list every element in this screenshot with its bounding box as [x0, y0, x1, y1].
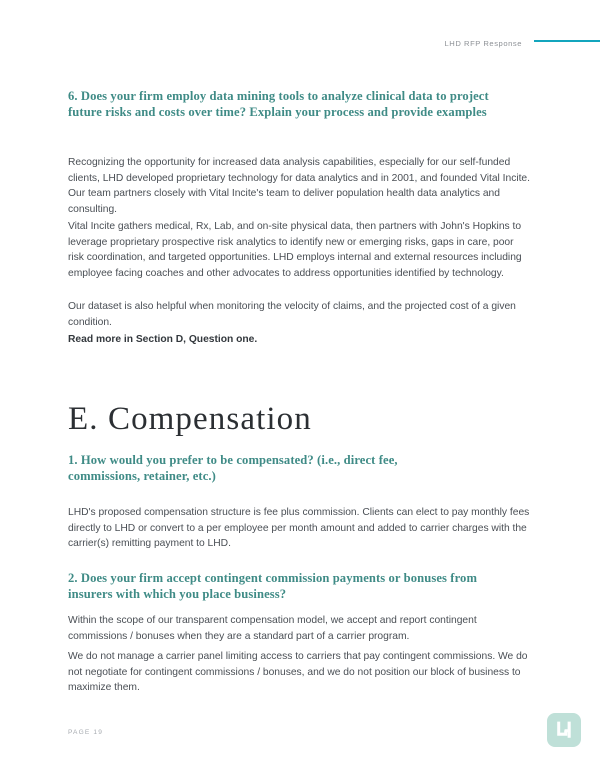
header-document-title: LHD RFP Response — [444, 39, 522, 48]
lhd-monogram-logo-icon — [546, 712, 582, 748]
page-number-label: PAGE 19 — [68, 729, 104, 736]
compensation-question-2-heading: 2. Does your firm accept contingent commission payments or bonuses from insurers with which you place business? — [68, 571, 478, 602]
question-6-paragraph-2: Vital Incite gathers medical, Rx, Lab, and on-site physical data, then partners with John's Hopkins to leverage proprietary prospective risk analytics to identify new or emerging risks, gaps in care, poor risk coordination, and targeted opportunities. LHD employs internal and external resources including employee facing coaches and other advocates to address opportunities identified by technology. — [68, 221, 522, 279]
question-6-heading: 6. Does your firm employ data mining tools to analyze clinical data to project future risks and costs over time? Explain your process and provide examples — [68, 89, 489, 120]
question-6-paragraph-3: Our dataset is also helpful when monitoring the velocity of claims, and the projected cost of a given condition. — [68, 301, 516, 328]
question-6-read-more-note: Read more in Section D, Question one. — [68, 334, 258, 345]
compensation-question-2-paragraph-1: Within the scope of our transparent compensation model, we accept and report contingent commissions / bonuses when they are a standard part of a carrier program. — [68, 615, 477, 642]
question-6-paragraph-1: Recognizing the opportunity for increased data analysis capabilities, especially for our self-funded clients, LHD developed proprietary technology for data analytics and in 2001, and founded Vital Incite. Our team partners closely with Vital Incite's team to deliver population health data analytics and consulting. — [68, 157, 530, 215]
header-accent-rule — [534, 40, 600, 42]
page-header — [0, 33, 600, 55]
compensation-question-1-heading: 1. How would you prefer to be compensated? (i.e., direct fee, commissions, retainer, etc.) — [68, 453, 398, 484]
compensation-question-1-paragraph-1: LHD's proposed compensation structure is fee plus commission. Clients can elect to pay monthly fees directly to LHD or convert to a per employee per month amount and added to carrier charges with the carrier(s) remitting payment to LHD. — [68, 507, 530, 550]
section-title-compensation: E. Compensation — [68, 401, 312, 437]
compensation-question-2-paragraph-2: We do not manage a carrier panel limiting access to carriers that pay contingent commissions. We do not negotiate for contingent commissions / bonuses, and we do not position our block of business to maximize them. — [68, 651, 528, 694]
page-footer — [68, 700, 582, 758]
